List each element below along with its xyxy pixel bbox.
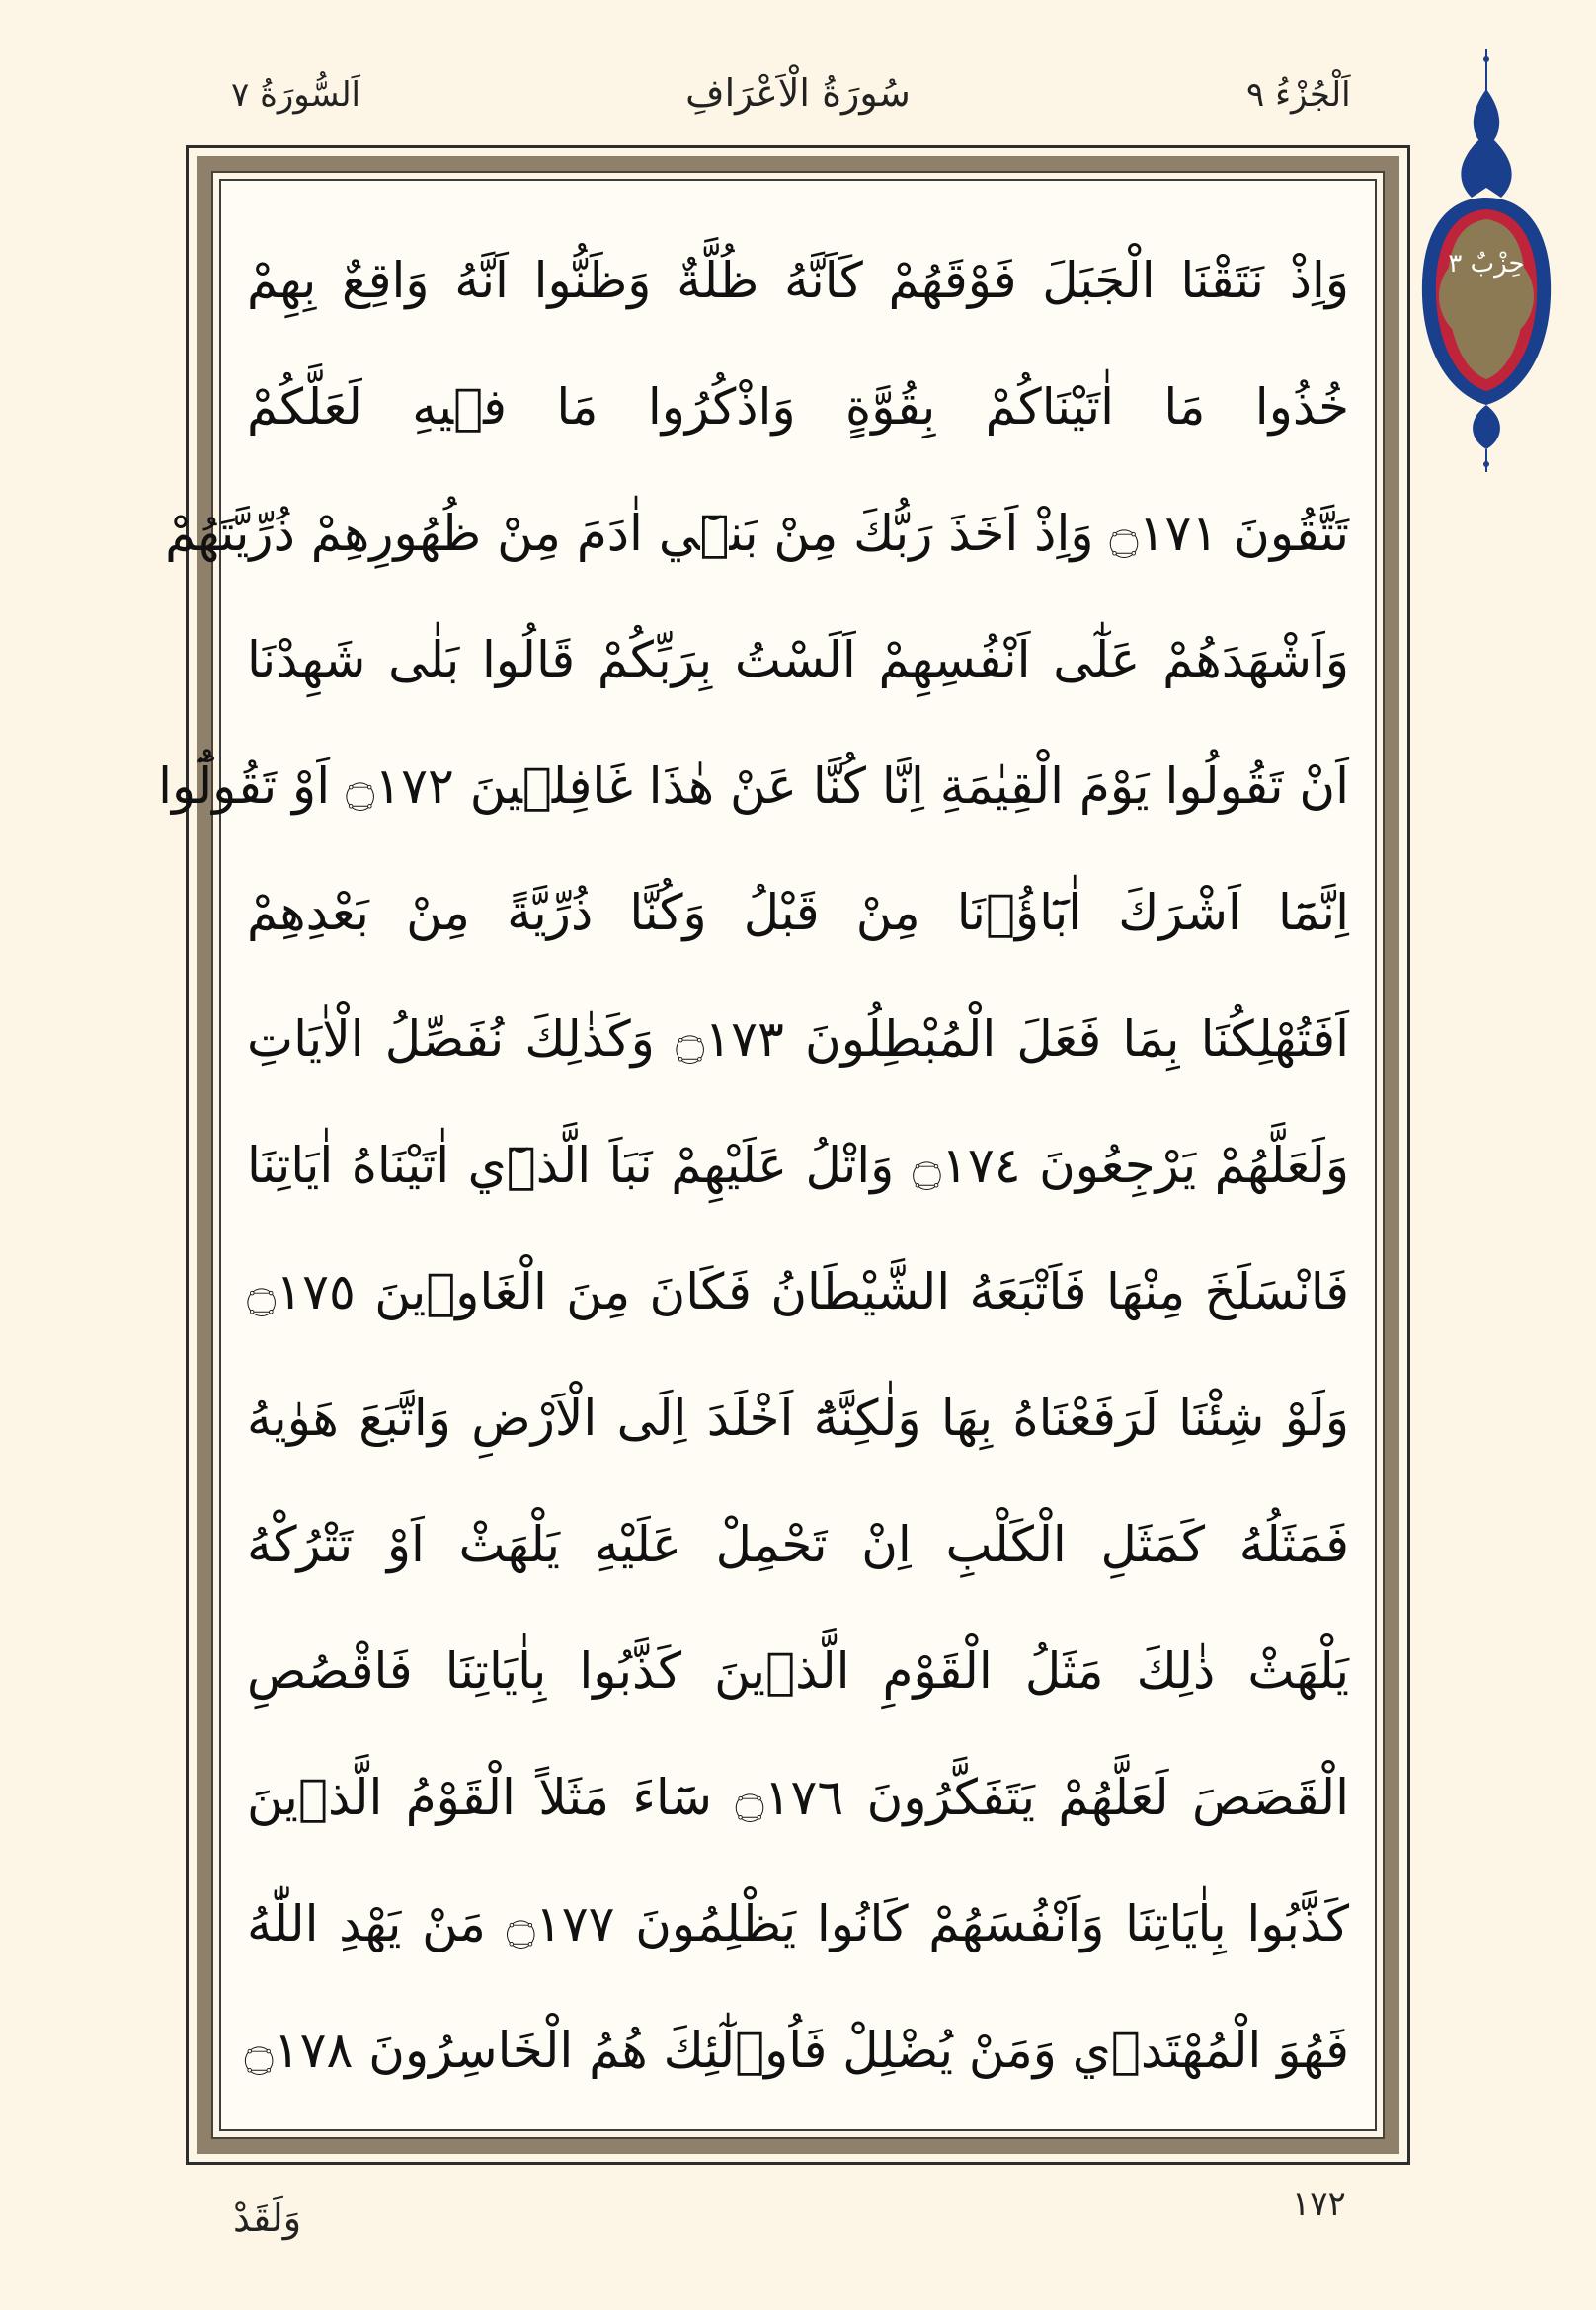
verse-line: وَلَعَلَّهُمْ يَرْجِعُونَ ۝١٧٤ وَاتْلُ عَلَيْهِمْ نَبَاَ الَّذ۪ٓي اٰتَيْنَاهُ اٰيَاتِنَا <box>247 1137 1349 1194</box>
hizb-label: حِزْبٌ ٣ <box>1448 249 1525 279</box>
surah-name-title: سُورَةُ الْاَعْرَافِ <box>685 71 911 115</box>
verse-lines <box>158 217 1350 2113</box>
verse-line: اِنَّمَٓا اَشْرَكَ اٰبَٓاؤُ۬نَا مِنْ قَبْلُ وَكُنَّا ذُرِّيَّةً مِنْ بَعْدِهِمْ <box>247 884 1349 941</box>
verse-line: وَاِذْ نَتَقْنَا الْجَبَلَ فَوْقَهُمْ كَاَنَّهُ ظُلَّةٌ وَظَنُّوا اَنَّهُ وَاقِعٌ بِهِمْ <box>247 252 1349 309</box>
verse-line: الْقَصَصَ لَعَلَّهُمْ يَتَفَكَّرُونَ ۝١٧٦ سَٓاءَ مَثَلاً الْقَوْمُ الَّذ۪ينَ <box>247 1769 1349 1826</box>
juz-label: اَلْجُزْءُ ٩ <box>1246 75 1351 115</box>
verse-line: خُذُوا مَا اٰتَيْنَاكُمْ بِقُوَّةٍ وَاذْكُرُوا مَا ف۪يهِ لَعَلَّكُمْ <box>247 378 1349 436</box>
verse-line: اَفَتُهْلِكُنَا بِمَا فَعَلَ الْمُبْطِلُونَ ۝١٧٣ وَكَذٰلِكَ نُفَصِّلُ الْاٰيَاتِ <box>247 1010 1349 1068</box>
verse-line: فَانْسَلَخَ مِنْهَا فَاَتْبَعَهُ الشَّيْطَانُ فَكَانَ مِنَ الْغَاو۪ينَ ۝١٧٥ <box>247 1263 1349 1320</box>
page-number: ١٧٢ <box>1292 2185 1346 2224</box>
verse-line: وَلَوْ شِئْنَا لَرَفَعْنَاهُ بِهَا وَلٰكِنَّهُٓ اَخْلَدَ اِلَى الْاَرْضِ وَاتَّبَعَ هَوٰيهُ <box>247 1390 1349 1447</box>
verse-line: وَاَشْهَدَهُمْ عَلٰٓى اَنْفُسِهِمْ اَلَسْتُ بِرَبِّكُمْ قَالُوا بَلٰى شَهِدْنَا <box>247 631 1349 688</box>
verse-line: يَلْهَثْ ذٰلِكَ مَثَلُ الْقَوْمِ الَّذ۪ينَ كَذَّبُوا بِاٰيَاتِنَا فَاقْصُصِ <box>247 1642 1349 1700</box>
surah-number-label: اَلسُّورَةُ ٧ <box>231 75 361 115</box>
verse-line: فَهُوَ الْمُهْتَد۪ي وَمَنْ يُضْلِلْ فَاُو۬لٰٓئِكَ هُمُ الْخَاسِرُونَ ۝١٧٨ <box>244 2022 1349 2079</box>
verse-line: فَمَثَلُهُ كَمَثَلِ الْكَلْبِ اِنْ تَحْمِلْ عَلَيْهِ يَلْهَثْ اَوْ تَتْرُكْهُ <box>247 1516 1349 1573</box>
verse-line: كَذَّبُوا بِاٰيَاتِنَا وَاَنْفُسَهُمْ كَانُوا يَظْلِمُونَ ۝١٧٧ مَنْ يَهْدِ اللّٰهُ <box>247 1895 1350 1952</box>
verse-line: تَتَّقُونَ ۝١٧١ وَاِذْ اَخَذَ رَبُّكَ مِنْ بَن۪ٓي اٰدَمَ مِنْ ظُهُورِهِمْ ذُرِّيَّتَهُمْ <box>165 505 1349 562</box>
catchword: وَلَقَدْ <box>233 2196 302 2240</box>
verse-line: اَنْ تَقُولُوا يَوْمَ الْقِيٰمَةِ اِنَّا كُنَّا عَنْ هٰذَا غَافِل۪ينَ ۝١٧٢ اَوْ تَقُولُٓوا <box>158 757 1349 815</box>
